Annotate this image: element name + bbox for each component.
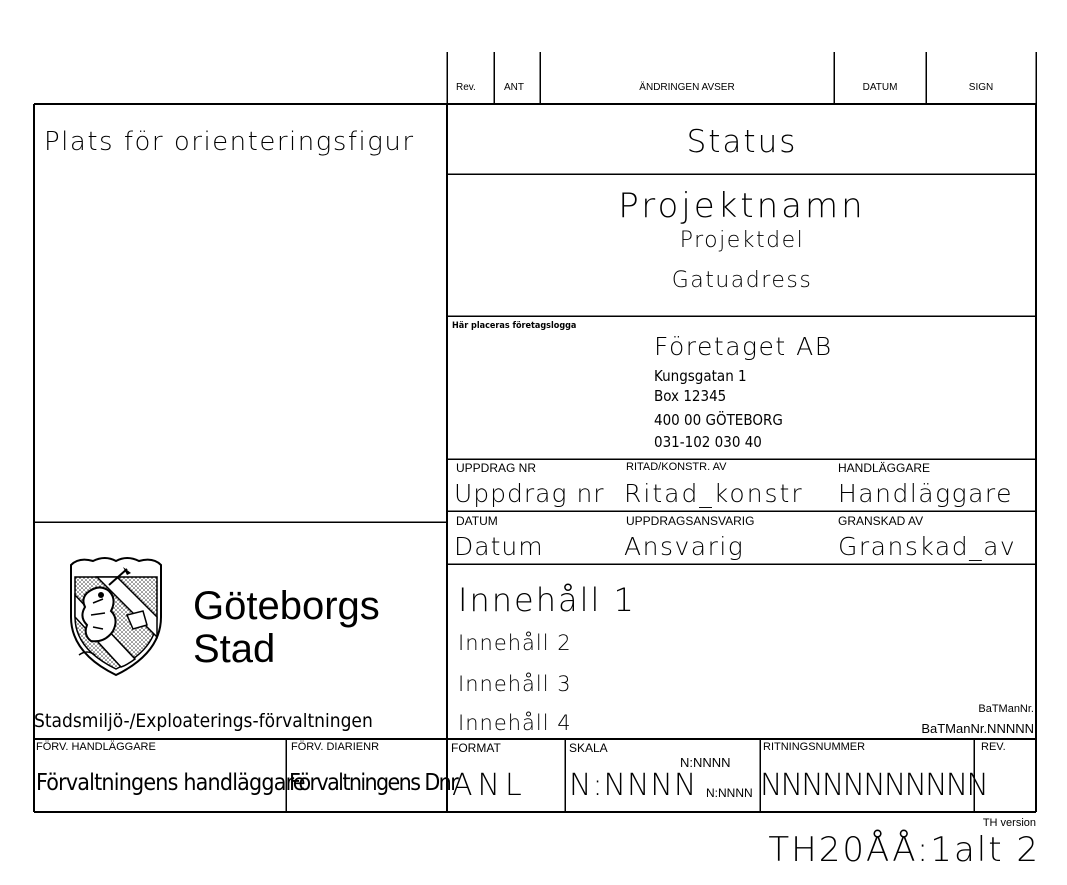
company-city: 400 00 GÖTEBORG	[654, 411, 783, 429]
admin-handler-label: FÖRV. HANDLÄGGARE	[36, 741, 156, 753]
organization-name-line1: Göteborgs	[193, 584, 380, 628]
assignment-number-value: Uppdrag nr	[454, 479, 605, 508]
handler-label: HANDLÄGGARE	[838, 461, 931, 475]
drawing-number-value: NNNNNNNNNNN	[760, 768, 988, 803]
batman-number: BaTManNr.NNNNN	[921, 721, 1034, 736]
format-value: ANL	[452, 768, 527, 803]
template-version-label: TH version	[982, 817, 1036, 829]
admin-handler-value: Förvaltningens handläggare	[36, 770, 305, 796]
date-label: DATUM	[456, 514, 498, 528]
project-name: Projektnamn	[618, 186, 866, 226]
company-name: Företaget AB	[654, 332, 833, 361]
sign-column-label: SIGN	[968, 82, 994, 93]
logo-placeholder-note: Här placeras företagslogga	[452, 321, 577, 331]
company-box: Box 12345	[654, 387, 727, 405]
department-name: Stadsmiljö-/Exploaterings-förvaltningen	[34, 710, 373, 732]
batman-label: BaTManNr.	[978, 703, 1034, 715]
drawing-number-label: RITNINGSNUMMER	[763, 741, 866, 753]
ant-column-label: ANT	[504, 82, 524, 93]
organization-name-line2: Stad	[193, 627, 276, 671]
date-value: Datum	[454, 532, 544, 561]
project-address: Gatuadress	[671, 268, 813, 293]
contents-line-1: Innehåll 1	[458, 581, 636, 619]
change-column-label: ÄNDRINGEN AVSER	[639, 82, 735, 93]
handler-value: Handläggare	[838, 479, 1014, 508]
company-street: Kungsgatan 1	[654, 367, 747, 385]
admin-diary-label: FÖRV. DIARIENR	[291, 741, 380, 753]
reviewed-by-value: Granskad_av	[838, 532, 1017, 561]
scale-note-bottom: N:NNNN	[706, 786, 753, 800]
drawn-by-value: Ritad_konstr	[624, 479, 804, 508]
responsible-value: Ansvarig	[624, 532, 745, 561]
contents-line-3: Innehåll 3	[458, 672, 572, 696]
contents-line-4: Innehåll 4	[458, 711, 572, 735]
format-label: FORMAT	[451, 741, 501, 755]
admin-diary-value: Förvaltningens Dnr	[289, 770, 458, 796]
company-phone: 031-102 030 40	[654, 433, 762, 451]
scale-label: SKALA	[569, 741, 608, 755]
project-part: Projektdel	[679, 228, 805, 253]
template-version-value: TH20ÅÅ:1alt 2	[768, 830, 1040, 870]
scale-value: N:NNNN	[569, 768, 698, 803]
contents-line-2: Innehåll 2	[458, 631, 572, 655]
revision-label: REV.	[981, 741, 1006, 753]
drawn-by-label: RITAD/KONSTR. AV	[626, 461, 727, 473]
orientation-figure-placeholder: Plats för orienteringsfigur	[44, 127, 415, 157]
reviewed-by-label: GRANSKAD AV	[838, 514, 924, 528]
responsible-label: UPPDRAGSANSVARIG	[626, 514, 755, 528]
date-column-label: DATUM	[862, 82, 898, 93]
status-text: Status	[686, 124, 798, 160]
rev-column-label: Rev.	[456, 82, 476, 93]
gothenburg-coat-of-arms-icon	[57, 555, 175, 679]
scale-note-top: N:NNNN	[680, 755, 731, 770]
assignment-number-label: UPPDRAG NR	[456, 461, 537, 475]
